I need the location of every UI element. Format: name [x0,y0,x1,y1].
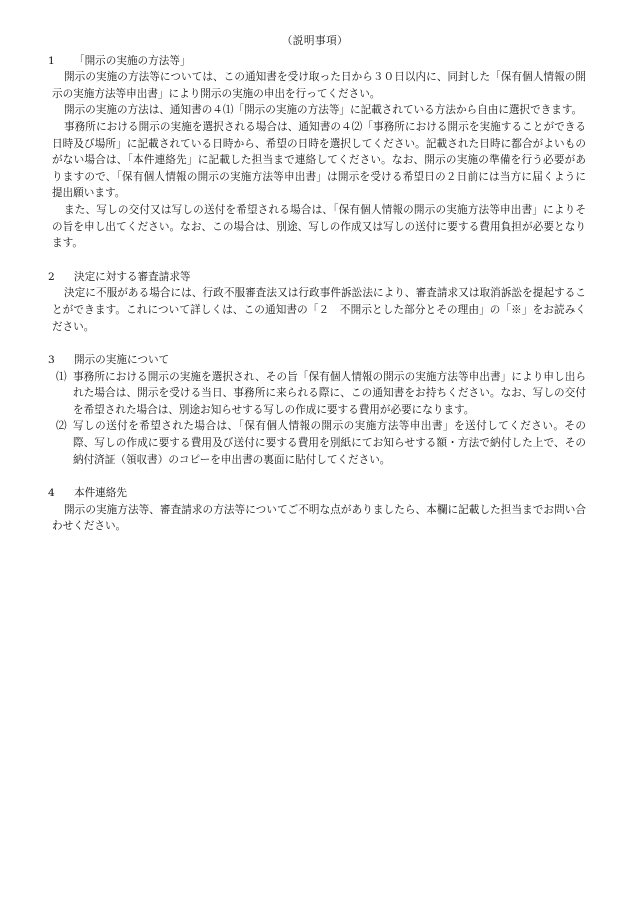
section-number: 1 [48,54,55,67]
item-text: 事務所における開示の実施を選択され、その旨「保有個人情報の開示の実施方法等申出書」により申し出られた場合は、開示を受ける当日、事務所に来られる際に、この通知書をお持ちください。なお、写しの交付を希望された場合は、別途お知らせする写しの作成に要する費用が必要になります。 [73,370,586,416]
section-title: 開示の実施について [74,354,170,367]
section-3 [44,352,586,468]
section-title: 「開示の実施の方法等」 [74,54,191,67]
paragraph: また、写しの交付又は写しの送付を希望される場合は、「保有個人情報の開示の実施方法等申出書」によりその旨を申し出てください。なお、この場合は、別途、写しの作成又は写しの送付に要する費用負担が必要となります。 [52,203,586,250]
item-number: ⑵ [56,420,67,433]
paragraph: 開示の実施の方法は、通知書の４⑴「開示の実施の方法等」に記載されている方法から自由に選択できます。 [64,104,583,117]
section-number: 3 [48,354,55,367]
section-number: 2 [48,270,55,283]
item-text: 写しの送付を希望された場合は、「保有個人情報の開示の実施方法等申出書」を送付してください。その際、写しの作成に要する費用及び送付に要する費用を別紙にてお知らせする額・方法で納付した上で、その納付済証（領収書）のコピーを申出書の裏面に貼付してください。 [73,420,586,466]
section-4 [44,485,586,535]
section-number: 4 [48,487,55,500]
section-title: 決定に対する審査請求等 [74,270,191,283]
item-number: ⑴ [56,370,67,383]
document-title: （説明事項） [281,35,349,47]
paragraph: 事務所における開示の実施を選択される場合は、通知書の４⑵「事務所における開示を実施することができる日時及び場所」に記載されている日時から、希望の日時を選択してください。記載された日時に都合がよいものがない場合は、「本件連絡先」に記載した担当まで連絡してください。なお、開示の実施の準備を行う必要がありますので、「保有個人情報の開示の実施方法等申出書」は開示を受ける希望日の２日前には当方に届くように提出願います。 [52,120,586,200]
paragraph: 開示の実施の方法等については、この通知書を受け取った日から３０日以内に、同封した「保有個人情報の開示の実施方法等申出書」により開示の実施の申出を行ってください。 [52,71,586,100]
list-item [44,418,586,468]
section-heading [44,352,586,369]
section-1 [44,53,586,252]
section-heading [44,485,586,502]
section-heading [44,269,586,286]
section-title: 本件連絡先 [74,487,127,500]
section-2 [44,269,586,335]
paragraph: 決定に不服がある場合には、行政不服審査法又は行政事件訴訟法により、審査請求又は取消訴訟を提起することができます。これについて詳しくは、この通知書の「２ 不開示とした部分とその理由」の「※」をお読みください。 [52,287,586,333]
section-heading [44,53,586,70]
paragraph: 開示の実施方法等、審査請求の方法等についてご不明な点がありましたら、本欄に記載した担当までお問い合わせください。 [52,503,586,533]
list-item [44,369,586,419]
